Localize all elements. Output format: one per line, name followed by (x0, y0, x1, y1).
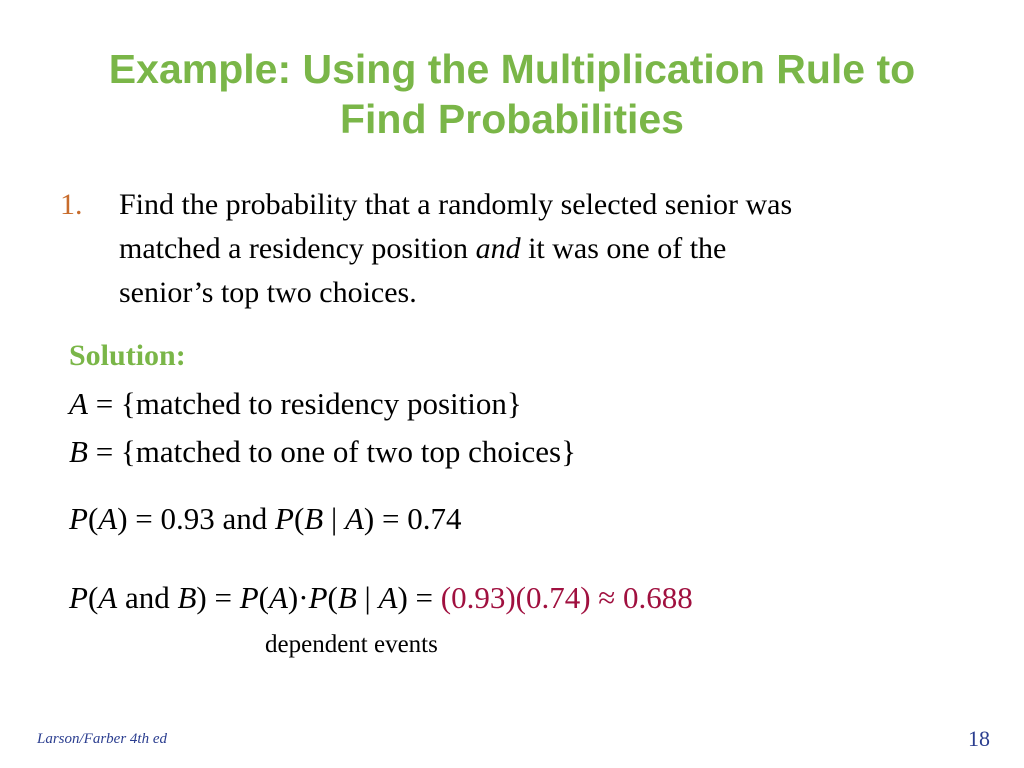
p-a-func: P (69, 501, 88, 536)
question-emphasis: and (475, 232, 521, 265)
slide-title (40, 44, 984, 144)
question-line-2-start: matched a residency position (119, 232, 476, 265)
formula-eq-2: ) = (397, 580, 441, 615)
formula-dot: )· (287, 580, 309, 615)
formula-f2-sep: | (356, 580, 379, 615)
event-a-definition (69, 382, 522, 426)
p-b-given-a-arg2: A (344, 501, 364, 536)
formula-lhs-arg1: A (98, 580, 118, 615)
p-b-given-a-func: P (275, 501, 294, 536)
question-line-1: Find the probability that a randomly selected senior was (119, 188, 793, 221)
dependent-events-note: dependent events (265, 631, 438, 658)
solution-label: Solution: (69, 339, 186, 372)
page-number: 18 (968, 726, 990, 751)
formula-result: (0.93)(0.74) ≈ 0.688 (440, 580, 693, 615)
p-b-given-a-arg1: B (304, 501, 324, 536)
question-line-3: senior’s top two choices. (119, 276, 417, 309)
formula-lhs-func: P (69, 580, 88, 615)
formula-f2-arg2: A (378, 580, 398, 615)
p-a-arg: A (98, 501, 118, 536)
given-probabilities: P(A) = 0.93 and P(B | A) = 0.74 (69, 501, 462, 536)
event-b-text: = {matched to one of two top choices} (87, 434, 576, 469)
question-text (119, 183, 959, 315)
event-b-symbol: B (69, 434, 88, 469)
question-line-2-end: it was one of the (520, 232, 727, 265)
formula-eq-1: ) = (196, 580, 240, 615)
event-a-symbol: A (69, 386, 88, 421)
p-b-given-a-sep: | (323, 501, 345, 536)
formula-lhs-arg2: B (177, 580, 197, 615)
p-a-value: ) = 0.93 and (117, 501, 276, 536)
footer-source: Larson/Farber 4th ed (37, 731, 168, 747)
question-line-2 (119, 227, 959, 271)
question-number: 1. (60, 188, 83, 221)
formula-f1-func: P (239, 580, 259, 615)
event-a-text: = {matched to residency position} (87, 386, 522, 421)
formula-f2-func: P (308, 580, 328, 615)
formula-lhs-and: and (117, 580, 178, 615)
slide-title-line-2: Find Probabilities (340, 96, 684, 142)
p-b-given-a-value: ) = 0.74 (363, 501, 462, 536)
slide-title-line-1: Example: Using the Multiplication Rule to (108, 46, 916, 92)
event-b-definition (69, 430, 576, 474)
formula-f2-arg1: B (337, 580, 357, 615)
formula-f1-arg: A (268, 580, 288, 615)
multiplication-formula: P(A and B) = P(A)·P(B | A) = (0.93)(0.74) ≈ 0.688 (69, 580, 693, 615)
